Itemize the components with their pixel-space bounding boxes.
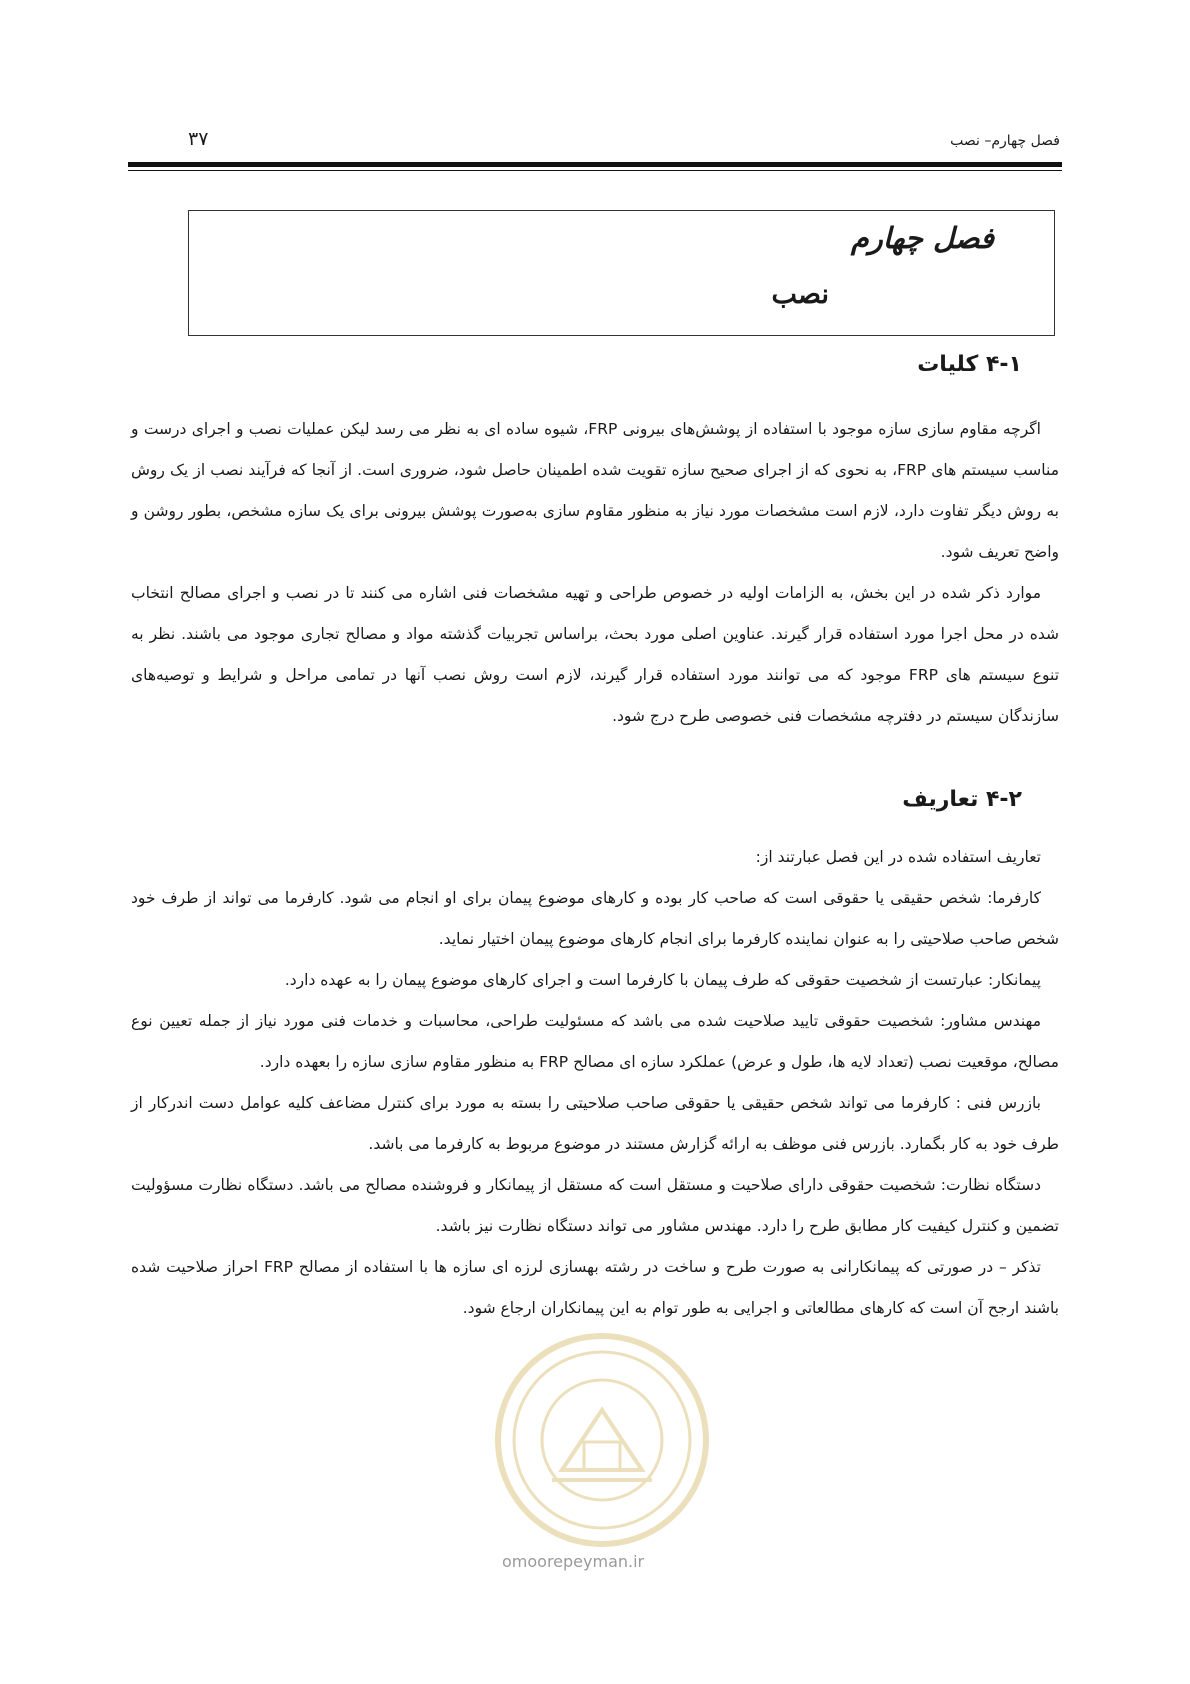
definition-supervision: دستگاه نظارت: شخصیت حقوقی دارای صلاحیت و مستقل است که مستقل از پیمانکار و فروشنده مصالح می باشد. دستگاه نظارت مسؤولیت تضمین و کنترل کیفیت کار مطابق طرح را دارد. مهندس مشاور می تواند دستگاه نظارت نیز باشد.: [131, 1176, 1059, 1235]
watermark-url: omoorepeyman.ir: [502, 1552, 645, 1571]
chapter-subtitle: نصب: [771, 279, 829, 310]
running-header-chapter: فصل چهارم– نصب: [950, 133, 1060, 149]
chapter-title: فصل چهارم: [850, 221, 994, 255]
definition-employer: کارفرما: شخص حقیقی یا حقوقی است که صاحب کار بوده و کارهای موضوع پیمان برای او انجام می شود. کارفرما می تواند از طرف خود شخص صاحب صلاحیتی را به عنوان نماینده کارفرما برای انجام کارهای موضوع پیمان اختیار نماید.: [131, 889, 1059, 948]
header-rule-thick: [128, 162, 1062, 167]
section-heading-general: ۴-۱ کلیات: [917, 352, 1022, 377]
page-number: ۳۷: [188, 128, 209, 150]
definition-inspector: بازرس فنی : کارفرما می تواند شخص حقیقی یا حقوقی صاحب صلاحیتی را بسته به مورد برای کنترل مضاعف کلیه عوامل دست اندرکار از طرف خود به کار بگمارد. بازرس فنی موظف به ارائه گزارش مستند در موضوع مربوط به کارفرما می باشد.: [131, 1094, 1059, 1153]
definition-contractor: پیمانکار: عبارتست از شخصیت حقوقی که طرف پیمان با کارفرما است و اجرای کارهای موضوع پیمان را به عهده دارد.: [284, 971, 1041, 989]
section-general-body: [131, 409, 1059, 737]
section-definitions-body: [131, 837, 1059, 1329]
definition-consultant: مهندس مشاور: شخصیت حقوقی تایید صلاحیت شده می باشد که مسئولیت طراحی، محاسبات و خدمات فنی مورد نیاز از جمله تعیین نوع مصالح، موقعیت نصب (تعداد لایه ها، طول و عرض) عملکرد سازه ای مصالح FRP به منظور مقاوم سازی سازه را بعهده دارد.: [131, 1012, 1059, 1071]
chapter-title-box: [188, 210, 1055, 336]
watermark-seal-icon: [492, 1330, 712, 1550]
section-heading-definitions: ۴-۲ تعاریف: [902, 787, 1022, 812]
paragraph: تعاریف استفاده شده در این فصل عبارتند از:: [755, 848, 1041, 866]
note-paragraph: تذکر – در صورتی که پیمانکارانی به صورت طرح و ساخت در رشته بهسازی لرزه ای سازه ها با استفاده از مصالح FRP احراز صلاحیت شده باشند ارجح آن است که کارهای مطالعاتی و اجرایی به طور توام به این پیمانکاران ارجاع شود.: [131, 1258, 1059, 1317]
header-rule-thin: [128, 170, 1062, 171]
paragraph: اگرچه مقاوم سازی سازه موجود با استفاده از پوشش‌های بیرونی FRP، شیوه ساده ای به نظر می رسد لیکن عملیات نصب و اجرای درست و مناسب سیستم های FRP، به نحوی که از اجرای صحیح سازه تقویت شده اطمینان حاصل شود، ضروری است. از آنجا که فرآیند نصب از یک روش به روش دیگر تفاوت دارد، لازم است مشخصات مورد نیاز به منظور مقاوم سازی به‌صورت پوشش بیرونی برای یک سازه مشخص، بطور روشن و واضح تعریف شود.: [131, 420, 1059, 561]
paragraph: موارد ذکر شده در این بخش، به الزامات اولیه در خصوص طراحی و تهیه مشخصات فنی اشاره می کنند تا در نصب و اجرای مصالح انتخاب شده در محل اجرا مورد استفاده قرار گیرند. عناوین اصلی مورد بحث، براساس تجربیات گذشته مواد و مصالح تجاری موجود می باشند. نظر به تنوع سیستم های FRP موجود که می توانند مورد استفاده قرار گیرند، لازم است روش نصب آنها در تمامی مراحل و شرایط و توصیه‌های سازندگان سیستم در دفترچه مشخصات فنی خصوصی طرح درج شود.: [131, 584, 1060, 725]
